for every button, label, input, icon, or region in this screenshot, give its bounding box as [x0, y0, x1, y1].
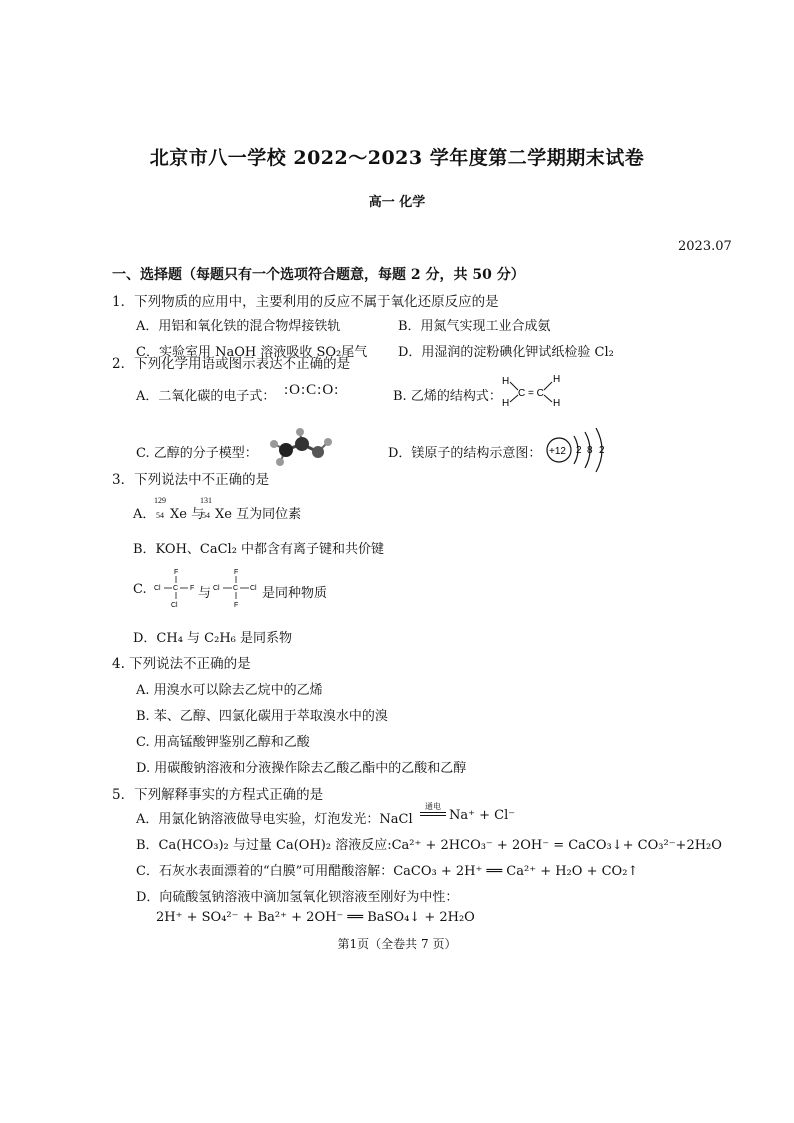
question-5-option-b: B．Ca(HCO₃)₂ 与过量 Ca(OH)₂ 溶液反应:Ca²⁺ + 2HCO₃⁻ + 2OH⁻ = CaCO₃↓+ CO₃²⁻+2H₂O — [136, 838, 722, 853]
question-3-option-a-label: A． — [133, 507, 156, 522]
reaction-arrow — [420, 812, 446, 816]
question-1-stem: 1．下列物质的应用中，主要利用的反应不属于氧化还原反应的是 — [112, 294, 499, 310]
page-footer: 第1页（全卷共 7 页） — [337, 937, 457, 951]
question-5-option-a-products: Na⁺ + Cl⁻ — [449, 808, 516, 823]
xe131-mass-number: 131 — [200, 496, 212, 505]
question-2-option-b: B. 乙烯的结构式： — [393, 389, 502, 404]
ethylene-h-top-left: H — [502, 376, 510, 387]
question-2-option-d: D．镁原子的结构示意图： — [388, 446, 542, 461]
oxygen-atom — [312, 446, 324, 458]
hydrogen-atom — [296, 428, 304, 436]
question-5-option-a: A．用氯化钠溶液做导电实验，灯泡发光：NaCl — [136, 812, 413, 827]
ethylene-h-bottom-left: H — [502, 398, 510, 409]
mg-shell-1: 2 — [576, 445, 582, 456]
exam-date: 2023.07 — [678, 239, 732, 254]
atom-f-bottom: F — [234, 602, 239, 609]
question-4-option-b: B. 苯、乙醇、四氯化碳用于萃取溴水中的溴 — [136, 709, 388, 724]
structure-cfcl2-left — [150, 565, 202, 611]
xe129-atomic-number: 54 — [156, 511, 164, 520]
atom-cl-right: Cl — [250, 585, 257, 592]
co2-electron-formula: :O:C:O: — [284, 382, 340, 398]
question-3-option-b: B．KOH、CaCl₂ 中都含有离子键和共价键 — [133, 542, 385, 557]
question-4-stem: 4. 下列说法不正确的是 — [112, 656, 251, 672]
page-title: 北京市八一学校 2022～2023 学年度第二学期期末试卷 — [149, 147, 645, 169]
section-heading: 一、选择题（每题只有一个选项符合题意，每题 2 分，共 50 分） — [112, 267, 525, 283]
atom-c-center: C — [173, 585, 179, 592]
ethanol-model-figure — [266, 424, 336, 468]
atom-f-top: F — [234, 569, 239, 576]
mg-shell-2: 8 — [587, 445, 593, 456]
question-3-option-a-text2: Xe 互为同位素 — [215, 507, 302, 522]
question-3-option-a-text: Xe 与 — [170, 507, 205, 522]
question-4-option-c: C. 用高锰酸钾鉴别乙醇和乙酸 — [136, 735, 310, 750]
hydrogen-atom — [276, 458, 284, 466]
carbon-atom — [295, 437, 309, 451]
question-1-option-d: D．用湿润的淀粉碘化钾试纸检验 Cl₂ — [398, 345, 614, 360]
atom-cl-bottom: Cl — [171, 602, 178, 609]
atom-cl-left: Cl — [213, 585, 220, 592]
question-3-option-c-prefix: C. — [133, 582, 147, 597]
page-subtitle: 高一 化学 — [368, 195, 426, 210]
question-4-option-a: A. 用溴水可以除去乙烷中的乙烯 — [136, 683, 323, 698]
mg-shell-3: 2 — [599, 445, 605, 456]
question-3-option-c-mid: 与 — [198, 586, 212, 601]
hydrogen-atom — [324, 438, 332, 446]
ethylene-core: C = C — [518, 388, 544, 399]
xe131-atomic-number: 54 — [202, 511, 210, 520]
question-2-stem: 2．下列化学用语或图示表达不正确的是 — [112, 356, 351, 372]
question-1-option-b: B．用氮气实现工业合成氨 — [398, 319, 551, 334]
ethylene-h-bottom-right: H — [553, 398, 561, 409]
question-4-option-d: D. 用碳酸钠溶液和分液操作除去乙酸乙酯中的乙酸和乙醇 — [136, 761, 467, 776]
question-2-option-c: C. 乙醇的分子模型： — [136, 446, 258, 461]
structure-cfcl2-right — [210, 565, 264, 611]
question-3-option-d: D．CH₄ 与 C₂H₆ 是同系物 — [133, 631, 293, 646]
question-5-stem: 5．下列解释事实的方程式正确的是 — [112, 787, 324, 803]
electrolysis-condition: 通电 — [425, 802, 441, 811]
ethylene-structure-diagram — [498, 372, 570, 412]
magnesium-atom-diagram — [544, 428, 616, 474]
question-1-option-a: A．用铝和氧化铁的混合物焊接铁轨 — [136, 319, 341, 334]
carbon-atom — [279, 443, 293, 457]
question-5-option-d: D．向硫酸氢钠溶液中滴加氢氧化钡溶液至刚好为中性： — [136, 890, 459, 905]
question-5-option-c: C．石灰水表面漂着的“白膜”可用醋酸溶解：CaCO₃ + 2H⁺ ══ Ca²⁺ + H₂O + CO₂↑ — [136, 864, 639, 879]
mg-nucleus-charge: +12 — [549, 446, 566, 457]
atom-c-center: C — [233, 585, 239, 592]
question-1-option-c: C．实验室用 NaOH 溶液吸收 SO₂尾气 — [136, 345, 368, 360]
question-2-option-a: A．二氧化碳的电子式： — [136, 389, 276, 404]
question-5-option-d-equation: 2H⁺ + SO₄²⁻ + Ba²⁺ + 2OH⁻ ══ BaSO₄↓ + 2H₂O — [156, 910, 475, 925]
question-3-option-c-suffix: 是同种物质 — [262, 586, 328, 601]
atom-f-right: F — [190, 585, 195, 592]
atom-f-top: F — [174, 569, 179, 576]
hydrogen-atom — [270, 440, 278, 448]
ethylene-h-top-right: H — [553, 374, 561, 385]
xe129-mass-number: 129 — [154, 496, 166, 505]
atom-cl-left: Cl — [154, 585, 161, 592]
question-3-stem: 3．下列说法中不正确的是 — [112, 472, 270, 488]
